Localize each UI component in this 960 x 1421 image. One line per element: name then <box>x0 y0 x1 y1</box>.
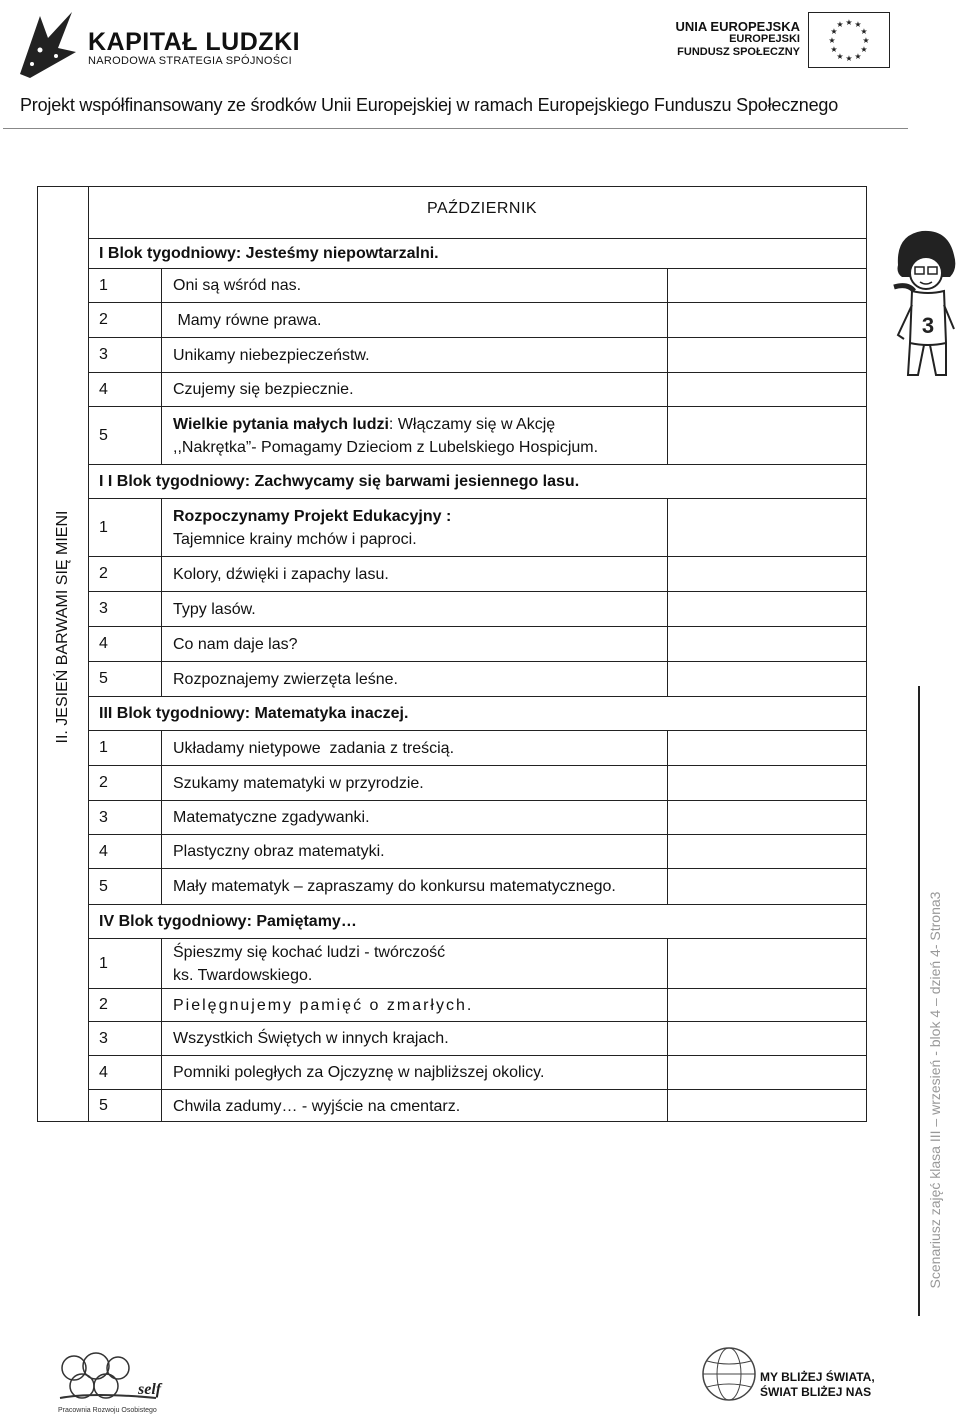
eu-label-line1: UNIA EUROPEJSKA <box>675 19 800 34</box>
row-text: Układamy nietypowe zadania z treścią. <box>173 739 455 757</box>
row-text: Rozpoznajemy zwierzęta leśne. <box>173 670 398 688</box>
row-extra-cell <box>667 1090 867 1122</box>
row-text: Co nam daje las? <box>173 635 298 653</box>
block-heading <box>89 904 867 938</box>
svg-text:★: ★ <box>862 36 870 45</box>
vertical-divider <box>918 686 920 1316</box>
row-text-line2: Tajemnice krainy mchów i paproci. <box>173 530 417 548</box>
row-extra-cell <box>667 627 867 661</box>
row-extra-cell <box>667 662 867 696</box>
svg-text:★: ★ <box>860 45 868 54</box>
row-number: 5 <box>89 869 162 904</box>
block-heading-text: IV Blok tygodniowy: Pamiętamy… <box>99 913 357 930</box>
row-number: 4 <box>89 1056 162 1089</box>
month-title: PAŹDZIERNIK <box>427 200 538 217</box>
row-extra-cell <box>667 269 867 302</box>
row-text: Chwila zadumy… - wyjście na cmentarz. <box>173 1097 461 1115</box>
table-row <box>89 626 867 661</box>
row-number: 4 <box>89 373 162 406</box>
row-text: Unikamy niebezpieczeństw. <box>173 346 370 364</box>
table-row <box>89 1055 867 1089</box>
row-number: 1 <box>89 731 162 765</box>
svg-text:★: ★ <box>828 36 836 45</box>
row-text: Kolory, dźwięki i zapachy lasu. <box>173 565 389 583</box>
row-extra-cell <box>667 499 867 556</box>
table-row <box>89 800 867 834</box>
globe-icon <box>700 1345 758 1403</box>
table-row <box>89 988 867 1021</box>
row-number: 1 <box>89 939 162 988</box>
footer-slogan <box>760 1370 875 1400</box>
row-text: Mamy równe prawa. <box>173 311 322 329</box>
row-extra-cell <box>667 557 867 591</box>
self-caption: Pracownia Rozwoju Osobistego <box>58 1407 157 1414</box>
row-extra-cell <box>667 835 867 868</box>
footer-slogan-line1: MY BLIŻEJ ŚWIATA, <box>760 1370 875 1384</box>
mascot-illustration-icon <box>888 225 960 381</box>
row-number: 2 <box>89 303 162 337</box>
table-row <box>89 337 867 372</box>
table-row <box>89 938 867 988</box>
row-extra-cell <box>667 1056 867 1089</box>
block-heading <box>89 696 867 730</box>
logo-title: KAPITAŁ LUDZKI <box>88 28 301 56</box>
table-row <box>89 1021 867 1055</box>
table-row <box>89 372 867 406</box>
row-extra-cell <box>667 592 867 626</box>
self-logo-text: self <box>138 1381 162 1398</box>
row-number: 3 <box>89 592 162 626</box>
row-text: Matematyczne zgadywanki. <box>173 809 370 826</box>
row-extra-cell <box>667 989 867 1021</box>
row-text: Oni są wśród nas. <box>173 277 302 294</box>
row-number: 5 <box>89 1090 162 1122</box>
block-heading-text: I Blok tygodniowy: Jesteśmy niepowtarzalni. <box>99 245 439 262</box>
table-row <box>89 406 867 464</box>
row-text-line2: ,,Nakrętka”- Pomagamy Dzieciom z Lubelskiego Hospicjum. <box>173 438 599 456</box>
svg-text:★: ★ <box>860 27 868 36</box>
table-row <box>89 591 867 626</box>
row-text: Szukamy matematyki w przyrodzie. <box>173 774 424 792</box>
row-extra-cell <box>667 731 867 765</box>
table-row <box>89 834 867 868</box>
row-text: Pomniki poległych za Ojczyznę w najbliższej okolicy. <box>173 1064 545 1081</box>
table-row <box>89 765 867 800</box>
table-row <box>89 661 867 696</box>
row-number: 3 <box>89 801 162 834</box>
row-number: 3 <box>89 338 162 372</box>
mascot-number: 3 <box>921 313 935 338</box>
svg-text:★: ★ <box>854 52 862 61</box>
row-text: Rozpoczynamy Projekt Edukacyjny : <box>173 507 452 525</box>
row-number: 4 <box>89 835 162 868</box>
svg-text:★: ★ <box>854 20 862 29</box>
table-row <box>89 868 867 904</box>
row-number: 2 <box>89 989 162 1021</box>
row-number: 5 <box>89 407 162 464</box>
eu-label <box>660 20 800 59</box>
table-row <box>89 1089 867 1122</box>
row-extra-cell <box>667 303 867 337</box>
cofinancing-note: Projekt współfinansowany ze środków Unii Europejskiej w ramach Europejskiego Funduszu Społecznego <box>20 95 839 115</box>
block-heading-text: III Blok tygodniowy: Matematyka inaczej. <box>99 705 409 722</box>
row-text-bold: Wielkie pytania małych ludzi <box>173 415 389 433</box>
row-number: 1 <box>89 499 162 556</box>
table-row <box>89 556 867 591</box>
svg-text:★: ★ <box>845 54 853 63</box>
eu-flag-icon <box>808 12 890 68</box>
row-text: Pielęgnujemy pamięć o zmarłych. <box>173 996 474 1014</box>
row-text: Mały matematyk – zapraszamy do konkursu matematycznego. <box>173 878 616 895</box>
table-row <box>89 302 867 337</box>
vertical-page-footer: Scenariusz zajęć klasa III – wrzesień - blok 4 – dzień 4- Strona3 <box>927 891 943 1289</box>
row-extra-cell <box>667 801 867 834</box>
table-row <box>89 268 867 302</box>
row-number: 4 <box>89 627 162 661</box>
row-text-line2: ks. Twardowskiego. <box>173 966 313 984</box>
row-text: Wszystkich Świętych w innych krajach. <box>173 1030 449 1047</box>
row-extra-cell <box>667 338 867 372</box>
block-heading <box>89 464 867 498</box>
table-row <box>89 498 867 556</box>
block-heading <box>89 238 867 268</box>
row-text: : Włączamy się w Akcję <box>388 415 556 433</box>
row-text: Czujemy się bezpiecznie. <box>173 381 354 398</box>
svg-text:★: ★ <box>845 18 853 27</box>
row-extra-cell <box>667 407 867 464</box>
kapital-ludzki-logo-icon <box>10 8 82 80</box>
row-number: 2 <box>89 766 162 800</box>
row-number: 1 <box>89 269 162 302</box>
row-number: 5 <box>89 662 162 696</box>
row-text: Plastyczny obraz matematyki. <box>173 843 385 860</box>
eu-label-line2: EUROPEJSKI <box>729 33 800 45</box>
header-divider <box>3 128 908 129</box>
row-extra-cell <box>667 766 867 800</box>
block-heading-text: I I Blok tygodniowy: Zachwycamy się barwami jesiennego lasu. <box>99 473 580 490</box>
svg-text:★: ★ <box>830 27 838 36</box>
svg-text:★: ★ <box>836 52 844 61</box>
row-text: Typy lasów. <box>173 600 256 618</box>
row-text: Śpieszmy się kochać ludzi - twórczość <box>173 943 446 961</box>
table-row <box>89 730 867 765</box>
svg-text:★: ★ <box>836 20 844 29</box>
row-extra-cell <box>667 373 867 406</box>
side-label: II. JESIEŃ BARWAMI SIĘ MIENI <box>54 510 71 744</box>
row-extra-cell <box>667 939 867 988</box>
logo-subtitle: NARODOWA STRATEGIA SPÓJNOŚCI <box>88 55 292 67</box>
svg-text:★: ★ <box>830 45 838 54</box>
row-number: 2 <box>89 557 162 591</box>
row-number: 3 <box>89 1022 162 1055</box>
footer-slogan-line2: ŚWIAT BLIŻEJ NAS <box>760 1385 872 1399</box>
eu-label-line3: FUNDUSZ SPOŁECZNY <box>677 46 800 58</box>
row-extra-cell <box>667 1022 867 1055</box>
row-extra-cell <box>667 869 867 904</box>
